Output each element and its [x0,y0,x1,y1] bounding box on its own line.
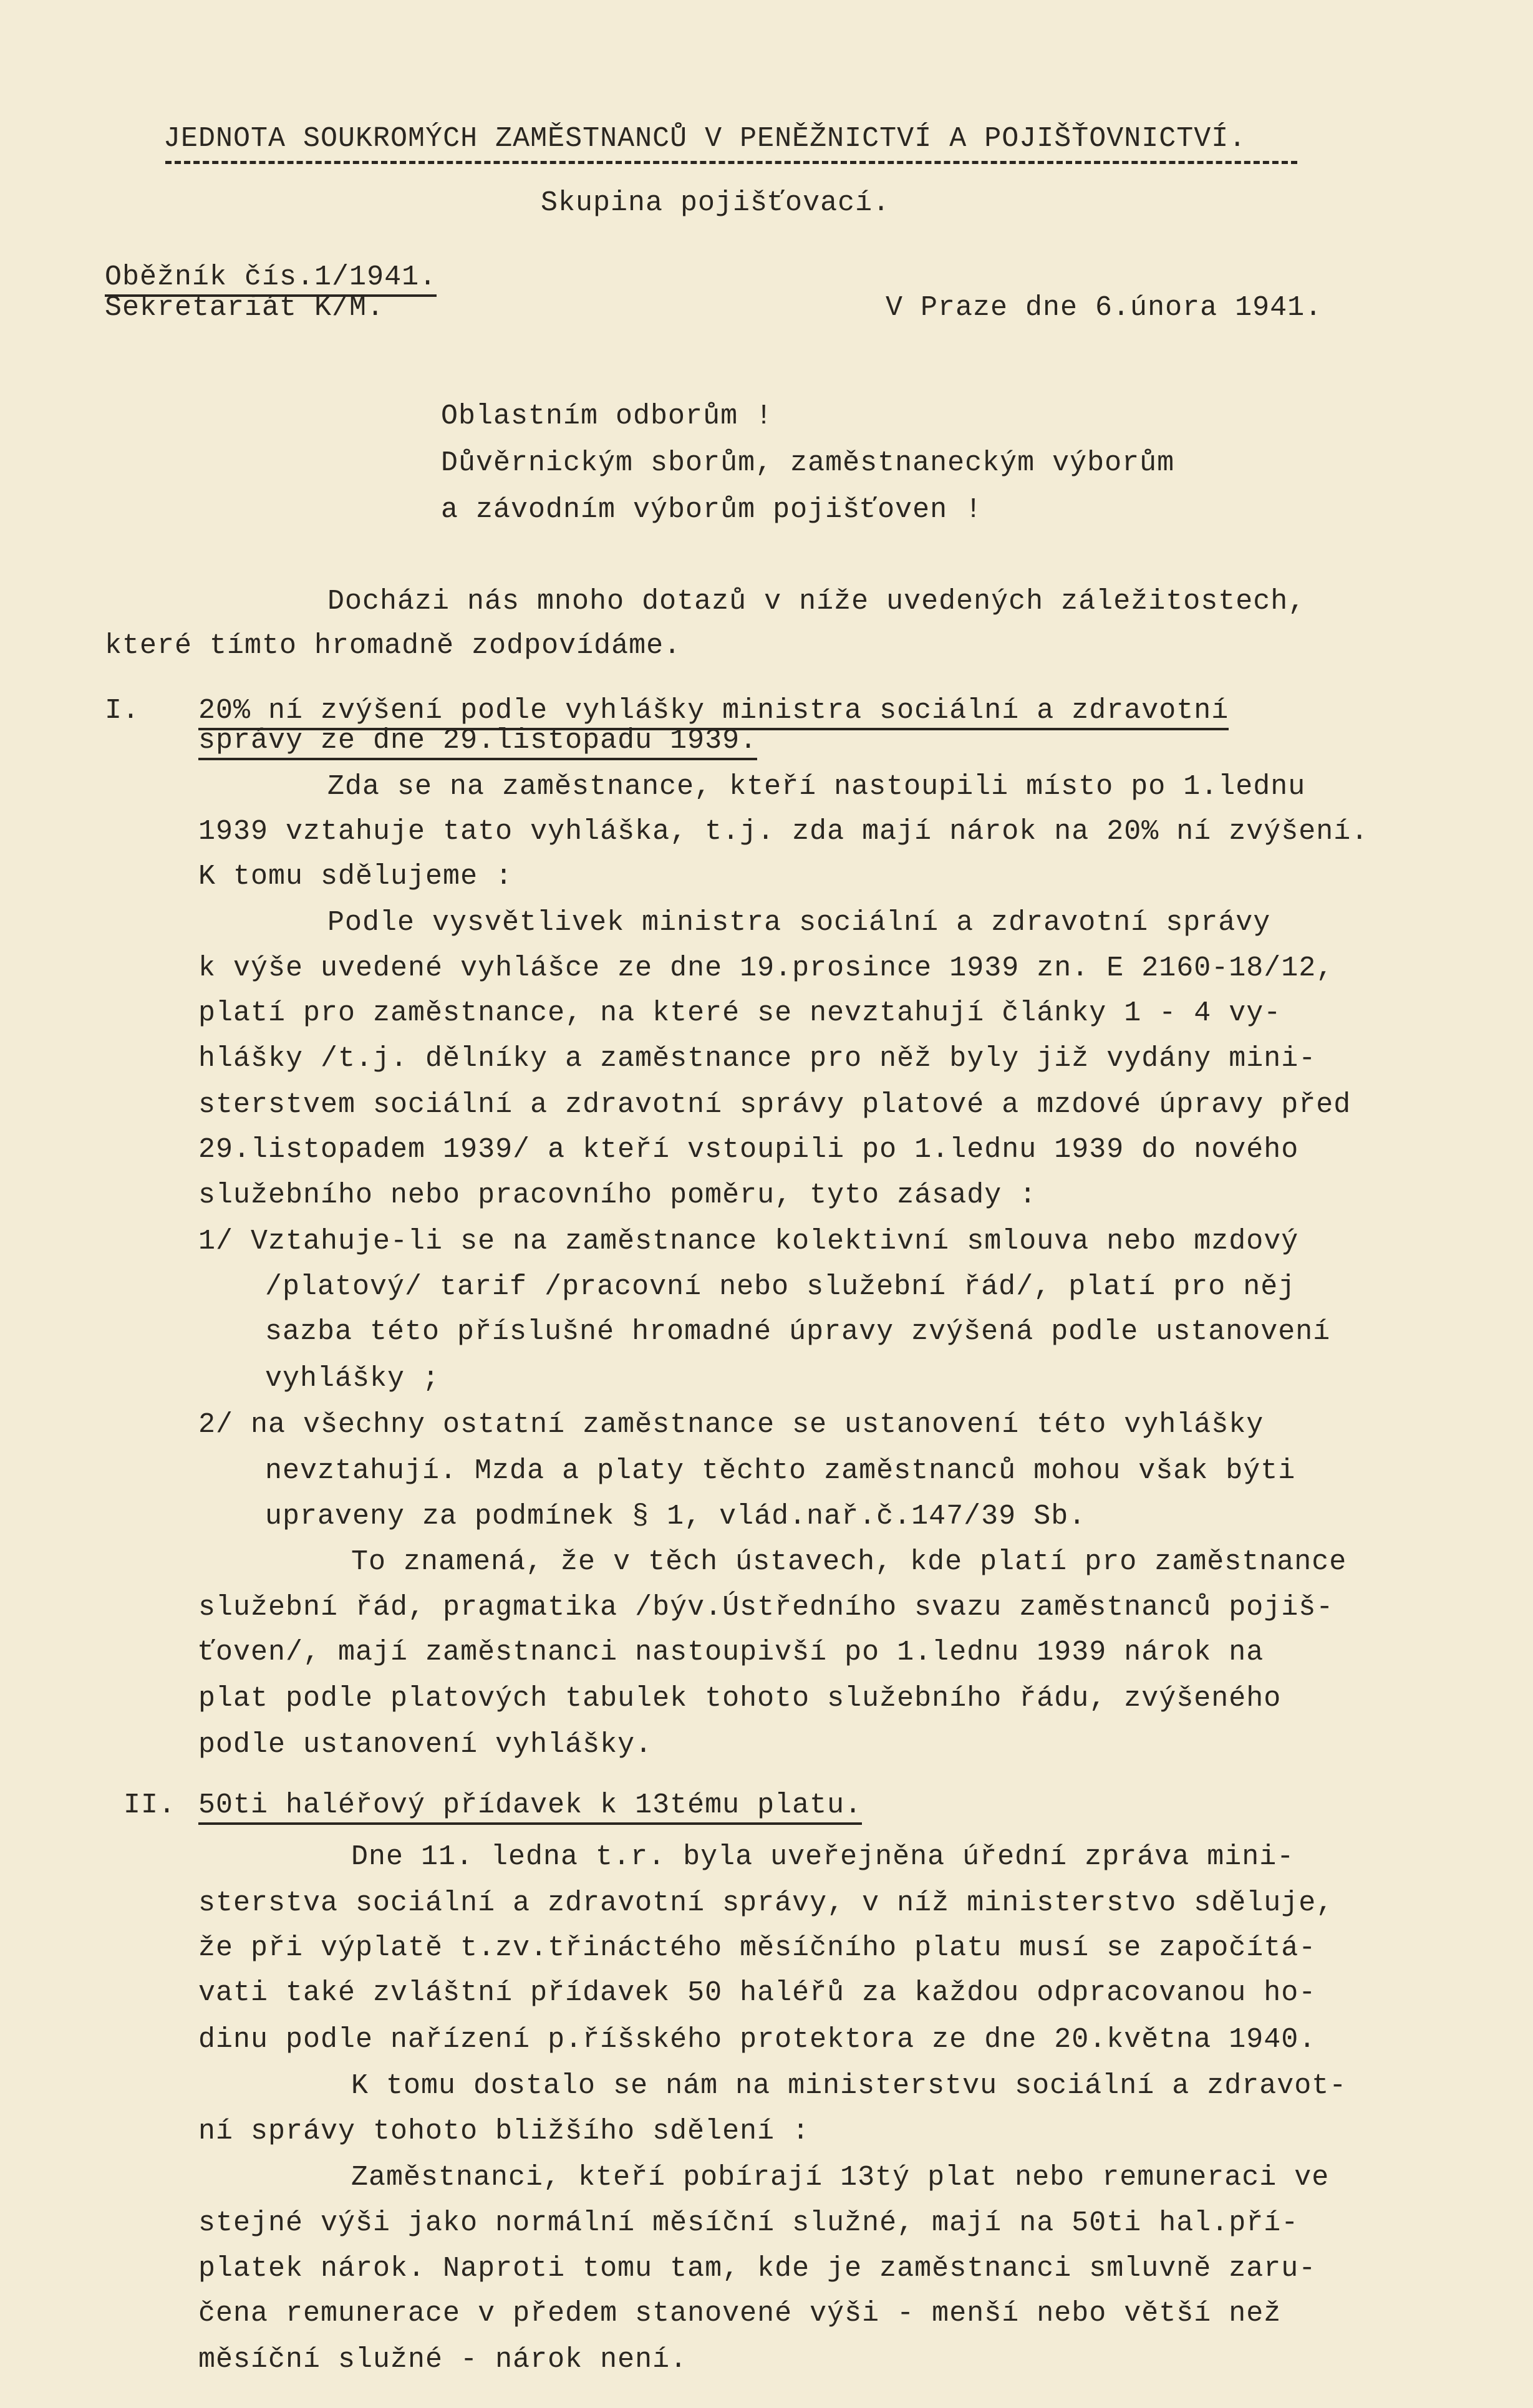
section-2-line: ní správy tohoto bližšího sdělení : [198,2115,810,2147]
secretariat-reference: Sekretariát K/M. [105,292,385,324]
section-1-title: 20% ní zvýšení podle vyhlášky ministra sociální a zdravotní [198,694,1229,728]
section-2-line: stejné výši jako normální měsíční služné, mají na 50ti hal.pří- [198,2207,1299,2239]
section-1-line: Zda se na zaměstnance, kteří nastoupili místo po 1.lednu [327,771,1306,803]
organization-heading: JEDNOTA SOUKROMÝCH ZAMĚSTNANCŮ V PENĚŽNICTVÍ A POJIŠŤOVNICTVÍ. [163,123,1247,155]
section-1-line: podle ustanovení vyhlášky. [198,1729,653,1761]
section-1-line: sazba této příslušné hromadné úpravy zvýšená podle ustanovení [265,1316,1331,1348]
section-2-line: sterstva sociální a zdravotní správy, v níž ministerstvo sděluje, [198,1887,1334,1919]
place-and-date: V Praze dne 6.února 1941. [886,292,1323,324]
section-1-line: 1939 vztahuje tato vyhláška, t.j. zda mají nárok na 20% ní zvýšení. [198,816,1369,848]
section-1-line: 29.listopadem 1939/ a kteří vstoupili po 1.lednu 1939 do nového [198,1134,1299,1166]
section-1-line: Podle vysvětlivek ministra sociální a zdravotní správy [327,907,1271,939]
section-1-line: nevztahují. Mzda a platy těchto zaměstnanců mohou však býti [265,1455,1296,1487]
intro-line: Docházi nás mnoho dotazů v níže uvedených záležitostech, [327,586,1306,617]
circular-number: Oběžník čís.1/1941. [105,260,437,295]
section-2-line: že při výplatě t.zv.třináctého měsíčního platu musí se započítá- [198,1932,1317,1964]
intro-line: které tímto hromadně zodpovídáme. [105,630,682,662]
section-1-line: služebního nebo pracovního poměru, tyto zásady : [198,1179,1037,1211]
section-2-line: K tomu dostalo se nám na ministerstvu sociální a zdravot- [351,2070,1347,2102]
addressee-line: a závodním výborům pojišťoven ! [441,494,983,526]
section-2-line: Dne 11. ledna t.r. byla uveřejněna úřední zpráva mini- [351,1841,1295,1873]
section-2-line: čena remunerace v předem stanovené výši - menší nebo větší než [198,2298,1282,2329]
section-1-line: plat podle platových tabulek tohoto služebního řádu, zvýšeného [198,1683,1282,1714]
section-1-title: správy ze dne 29.listopadu 1939. [198,723,757,758]
section-1-line: 2/ na všechny ostatní zaměstnance se ustanovení této vyhlášky [198,1409,1264,1441]
section-1-line: hlášky /t.j. dělníky a zaměstnance pro něž byly již vydány mini- [198,1043,1317,1075]
addressee-line: Oblastním odborům ! [441,400,773,432]
section-1-line: služební řád, pragmatika /býv.Ústředního svazu zaměstnanců pojiš- [198,1592,1334,1623]
section-2-number: II. [123,1789,177,1821]
section-1-line: /platový/ tarif /pracovní nebo služební řád/, platí pro něj [265,1271,1296,1303]
section-1-line: K tomu sdělujeme : [198,861,513,892]
section-1-line: upraveny za podmínek § 1, vlád.nař.č.147/39 Sb. [265,1501,1086,1532]
section-2-line: vati také zvláštní přídavek 50 haléřů za každou odpracovanou ho- [198,1977,1317,2009]
section-2-line: dinu podle nařízení p.říšského protektora ze dne 20.května 1940. [198,2024,1317,2056]
section-2-title: 50ti haléřový přídavek k 13tému platu. [198,1788,862,1823]
section-1-line: To znamená, že v těch ústavech, kde platí pro zaměstnance [351,1546,1347,1578]
addressee-line: Důvěrnickým sborům, zaměstnaneckým výborům [441,447,1175,479]
section-1-line: platí pro zaměstnance, na které se nevztahují články 1 - 4 vy- [198,997,1282,1029]
section-1-line: ťoven/, mají zaměstnanci nastoupivší po 1.lednu 1939 nárok na [198,1637,1264,1668]
section-2-line: platek nárok. Naproti tomu tam, kde je zaměstnanci smluvně zaru- [198,2253,1317,2285]
section-1-number: I. [105,695,140,727]
section-1-line: vyhlášky ; [265,1363,440,1395]
section-2-line: Zaměstnanci, kteří pobírají 13tý plat nebo remuneraci ve [351,2162,1330,2193]
group-subheading: Skupina pojišťovací. [541,187,891,219]
section-2-line: měsíční služné - nárok není. [198,2344,688,2376]
section-1-line: sterstvem sociální a zdravotní správy platové a mzdové úpravy před [198,1089,1352,1121]
section-1-line: 1/ Vztahuje-li se na zaměstnance kolektivní smlouva nebo mzdový [198,1226,1299,1257]
header-rule [165,161,1297,164]
section-1-line: k výše uvedené vyhlášce ze dne 19.prosince 1939 zn. E 2160-18/12, [198,952,1334,984]
